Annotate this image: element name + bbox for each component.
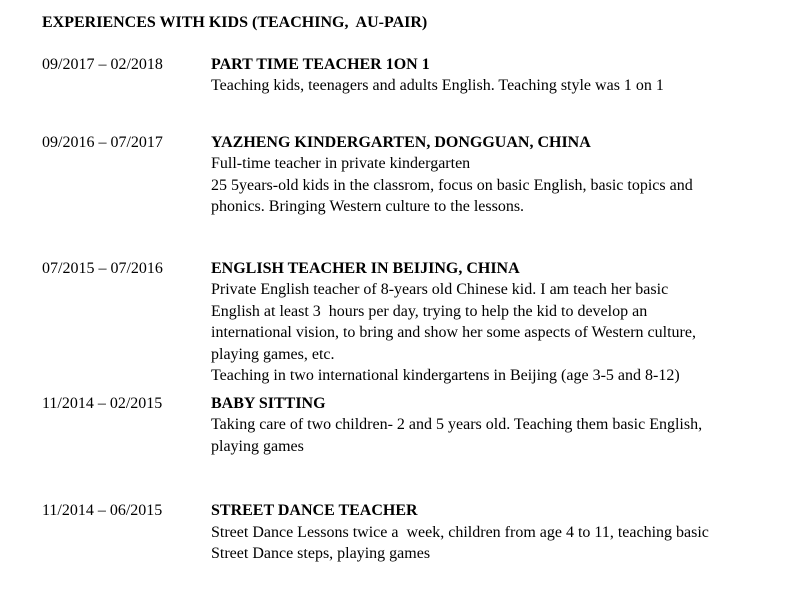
experience-description-line: Private English teacher of 8-years old Chinese kid. I am teach her basic (211, 281, 669, 298)
experience-content (211, 258, 782, 387)
experience-title: STREET DANCE TEACHER (211, 502, 418, 519)
experience-description-line: playing games, etc. (211, 345, 335, 363)
experience-title: ENGLISH TEACHER IN BEIJING, CHINA (211, 259, 520, 277)
section-heading: EXPERIENCES WITH KIDS (TEACHING, AU-PAIR) (42, 14, 428, 31)
experience-entry-baby-sitting (42, 393, 782, 458)
experience-description-line: Full-time teacher in private kindergarten (211, 155, 471, 172)
experience-content (211, 54, 782, 97)
experience-title: YAZHENG KINDERGARTEN, DONGGUAN, CHINA (211, 133, 591, 151)
experience-entry-english-teacher-beijing (42, 258, 782, 387)
experience-description-line: phonics. Bringing Western culture to the lessons. (211, 198, 525, 215)
experience-period: 09/2016 – 07/2017 (42, 133, 163, 151)
experience-content (211, 132, 782, 218)
experience-period: 07/2015 – 07/2016 (42, 259, 163, 277)
experience-description-line: Street Dance Lessons twice a week, children from age 4 to 11, teaching basic (211, 523, 709, 541)
experience-description-line: Teaching kids, teenagers and adults English. Teaching style was 1 on 1 (211, 77, 664, 94)
experience-title: PART TIME TEACHER 1ON 1 (211, 55, 430, 73)
experience-description-line: English at least 3 hours per day, trying to help the kid to develop an (211, 302, 648, 320)
experience-period: 11/2014 – 06/2015 (42, 502, 163, 519)
experience-period: 09/2017 – 02/2018 (42, 55, 163, 73)
experience-entry-yazheng-kindergarten (42, 132, 782, 218)
experience-period: 11/2014 – 02/2015 (42, 394, 163, 412)
experience-description-line: 25 5years-old kids in the classrom, focus on basic English, basic topics and (211, 176, 693, 194)
experience-description-line: international vision, to bring and show her some aspects of Western culture, (211, 324, 696, 341)
experience-description-line: Teaching in two international kindergartens in Beijing (age 3-5 and 8-12) (211, 367, 680, 384)
experience-entry-street-dance-teacher (42, 500, 782, 565)
experience-entry-part-time-teacher (42, 54, 782, 97)
experience-content (211, 500, 782, 565)
experience-title: BABY SITTING (211, 394, 326, 412)
experience-description-line: Street Dance steps, playing games (211, 545, 431, 562)
experience-content (211, 393, 782, 458)
experience-description-line: playing games (211, 437, 304, 455)
experience-description-line: Taking care of two children- 2 and 5 years old. Teaching them basic English, (211, 416, 703, 433)
